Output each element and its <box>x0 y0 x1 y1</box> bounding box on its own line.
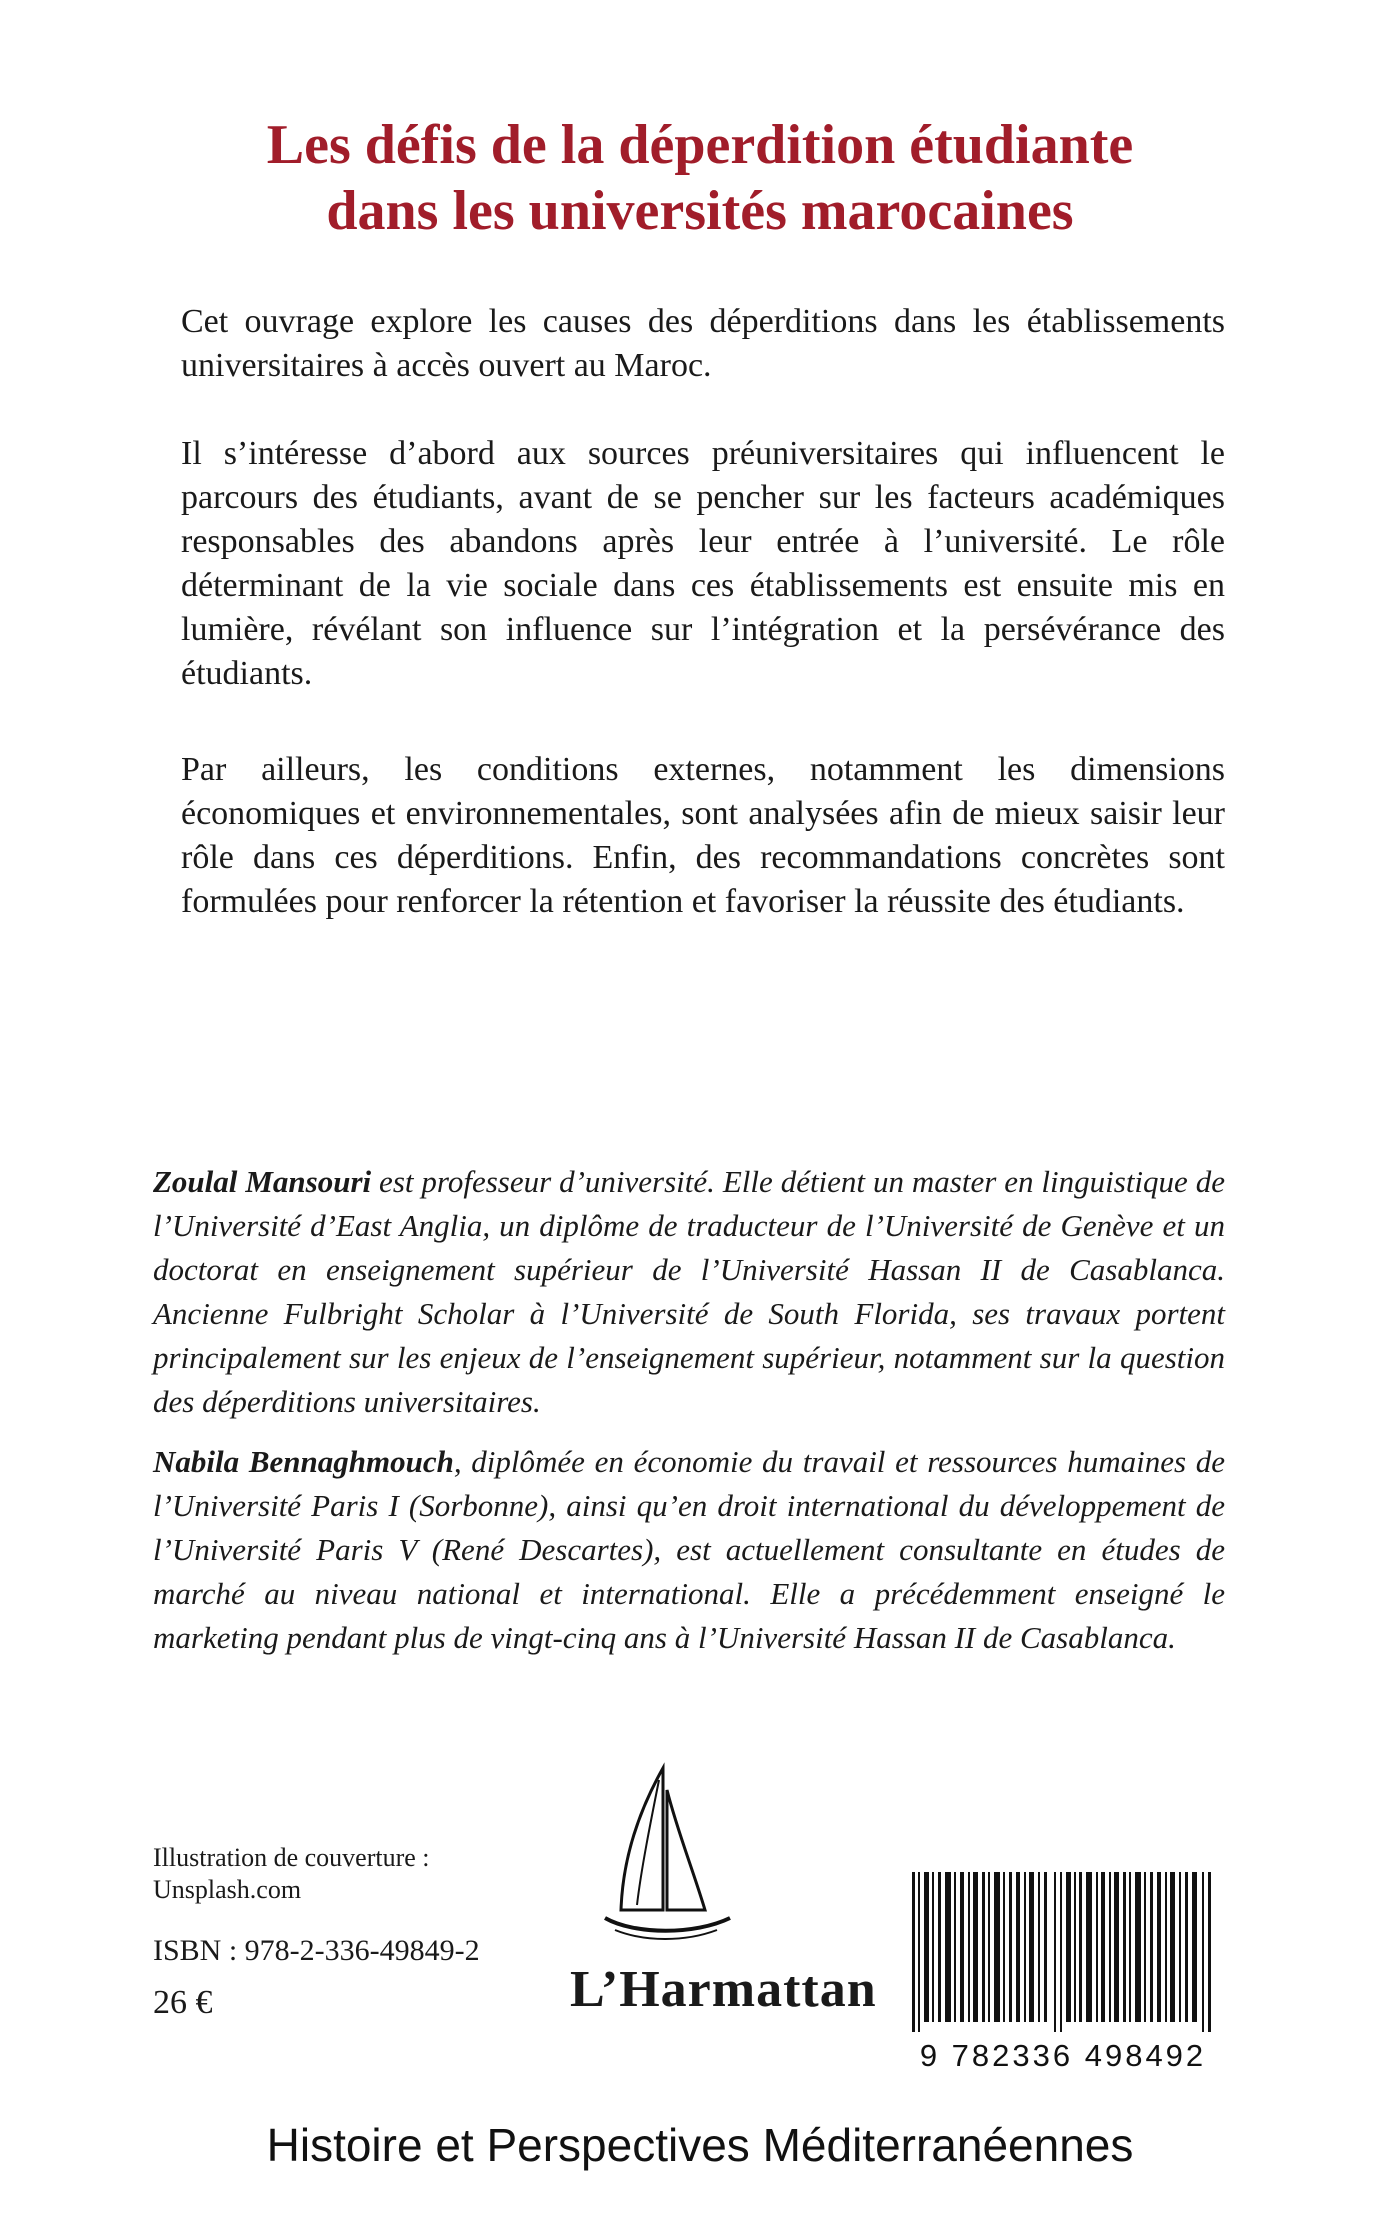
barcode-digits: 9 782336 498492 <box>919 2038 1207 2073</box>
credit-line-2: Unsplash.com <box>153 1875 302 1904</box>
sailboat-logo-icon <box>585 1760 745 1960</box>
cover-credit <box>153 1842 430 1906</box>
collection-name: Histoire et Perspectives Méditerranéennes <box>266 2119 1134 2171</box>
price: 26 € <box>153 1984 213 2021</box>
isbn: ISBN : 978-2-336-49849-2 <box>153 1934 480 1967</box>
summary-paragraph-2: Il s’intéresse d’abord aux sources préuniversitaires qui influencent le parcours des étudiants, avant de se pencher sur les facteurs académiques responsables des abandons après leur entrée à l’université. Le rôle déterminant de la vie sociale dans ces établissements est ensuite mis en lumière, révélant son influence sur l’intégration et la persévérance des étudiants. <box>181 435 1225 692</box>
author-name-2: Nabila Bennaghmouch <box>153 1444 454 1479</box>
barcode <box>908 1872 1218 2032</box>
summary-paragraph-1: Cet ouvrage explore les causes des déperditions dans les établissements universitaires à accès ouvert au Maroc. <box>181 303 1225 384</box>
author-bio-1 <box>153 1160 1225 1424</box>
author-bio-text-1: est professeur d’université. Elle détient un master en linguistique de l’Université d’East Anglia, un diplôme de traducteur de l’Université de Genève et un doctorat en enseignement supérieur de l’Université Hassan II de Casablanca. Ancienne Fulbright Scholar à l’Université de South Florida, ses travaux portent principalement sur les enjeux de l’enseignement supérieur, notamment sur la question des déperditions universitaires. <box>153 1164 1225 1419</box>
book-title <box>100 112 1300 244</box>
author-bio-text-2: , diplômée en économie du travail et ressources humaines de l’Université Paris I (Sorbonne), ainsi qu’en droit international du développement de l’Université Paris V (René Descartes), est actuellement consultante en études de marché au niveau national et international. Elle a précédemment enseigné le marketing pendant plus de vingt-cinq ans à l’Université Hassan II de Casablanca. <box>153 1444 1225 1655</box>
summary-paragraph-3: Par ailleurs, les conditions externes, notamment les dimensions économiques et environnementales, sont analysées afin de mieux saisir leur rôle dans ces déperditions. Enfin, des recommandations concrètes sont formulées pour renforcer la rétention et favoriser la réussite des étudiants. <box>181 751 1225 920</box>
title-line-1: Les défis de la déperdition étudiante <box>266 114 1134 176</box>
author-bio-2 <box>153 1440 1225 1660</box>
publisher-name: L’Harmattan <box>570 1961 877 2018</box>
title-line-2: dans les universités marocaines <box>326 180 1074 242</box>
author-name-1: Zoulal Mansouri <box>153 1164 372 1199</box>
credit-line-1: Illustration de couverture : <box>153 1843 430 1872</box>
